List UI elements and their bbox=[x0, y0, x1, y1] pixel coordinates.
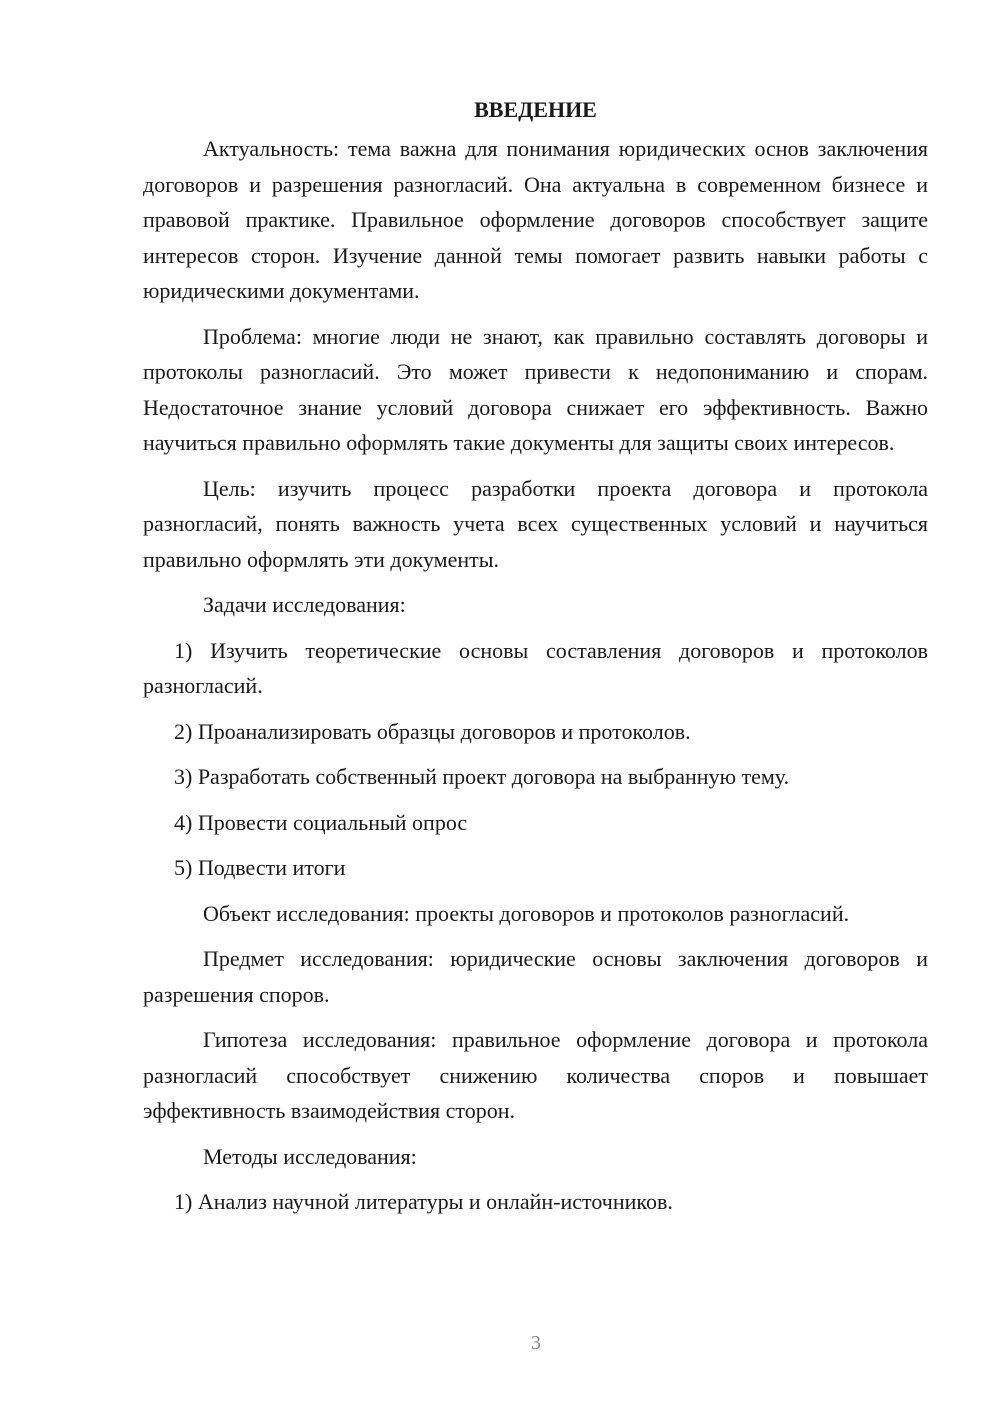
document-page bbox=[143, 95, 928, 1230]
task-item: 5) Подвести итоги bbox=[174, 855, 346, 880]
page-number: 3 bbox=[531, 1332, 541, 1354]
methods-heading: Методы исследования: bbox=[203, 1143, 417, 1169]
task-item: 4) Провести социальный опрос bbox=[174, 809, 468, 835]
relevance-paragraph: Актуальность: тема важна для понимания юридических основ заключения договоров и разрешения разногласий. Она актуальна в современном бизнесе и правовой практике. Правильное оформление договоров способствует защите интересов сторон. Изучение данной темы помогает развить навыки работы с юридическими документами. bbox=[143, 136, 928, 303]
subject-paragraph: Предмет исследования: юридические основы заключения договоров и разрешения споров. bbox=[143, 946, 928, 1007]
method-item: 1) Анализ научной литературы и онлайн-источников. bbox=[174, 1189, 673, 1214]
problem-paragraph: Проблема: многие люди не знают, как правильно составлять договоры и протоколы разногласий. Это может привести к недопониманию и спорам. Недостаточное знание условий договора снижает его эффективность. Важно научиться правильно оформлять такие документы для защиты своих интересов. bbox=[143, 323, 928, 455]
goal-paragraph: Цель: изучить процесс разработки проекта договора и протокола разногласий, понять важность учета всех существенных условий и научиться правильно оформлять эти документы. bbox=[143, 475, 928, 572]
task-item: 2) Проанализировать образцы договоров и протоколов. bbox=[174, 718, 691, 744]
document-title: ВВЕДЕНИЕ bbox=[474, 97, 597, 122]
task-item: 1) Изучить теоретические основы составления договоров и протоколов разногласий. bbox=[143, 637, 928, 698]
object-paragraph: Объект исследования: проекты договоров и протоколов разногласий. bbox=[203, 900, 850, 926]
hypothesis-paragraph: Гипотеза исследования: правильное оформление договора и протокола разногласий способствует снижению количества споров и повышает эффективность взаимодействия сторон. bbox=[143, 1027, 928, 1123]
task-item: 3) Разработать собственный проект договора на выбранную тему. bbox=[174, 764, 790, 789]
tasks-heading: Задачи исследования: bbox=[203, 592, 406, 617]
